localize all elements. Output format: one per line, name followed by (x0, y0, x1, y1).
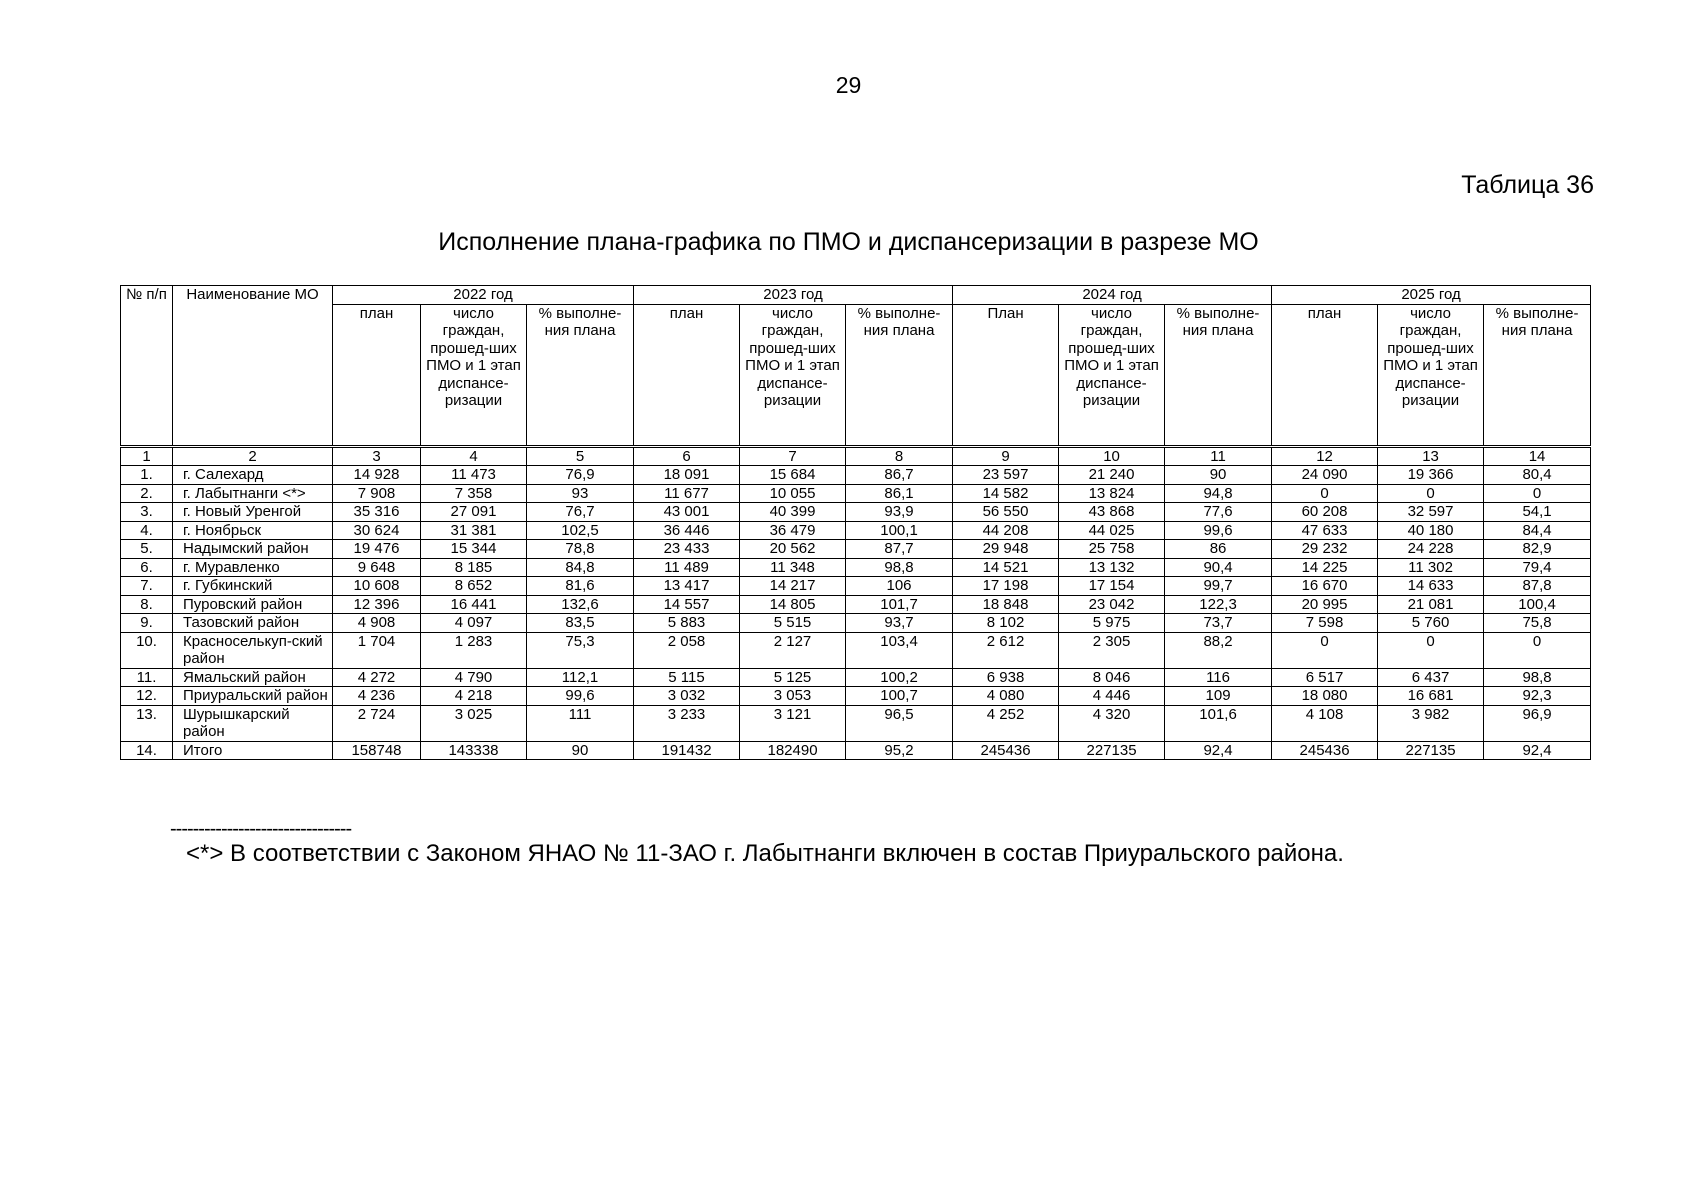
cell-value: 81,6 (527, 577, 634, 596)
cell-value: 96,5 (846, 705, 953, 741)
cell-value: 14 928 (333, 466, 421, 485)
cell-value: 11 473 (421, 466, 527, 485)
cell-value: 23 597 (953, 466, 1059, 485)
cell-value: 78,8 (527, 540, 634, 559)
column-number: 11 (1165, 446, 1272, 466)
cell-value: 0 (1272, 632, 1378, 668)
cell-value: 21 240 (1059, 466, 1165, 485)
cell-value: 2 612 (953, 632, 1059, 668)
header-row-years (121, 286, 1591, 305)
header-plan: план (634, 304, 740, 446)
cell-value: 3 982 (1378, 705, 1484, 741)
table-row (121, 595, 1591, 614)
cell-value: 14 805 (740, 595, 846, 614)
row-number: 2. (121, 484, 173, 503)
column-number-row (121, 446, 1591, 466)
cell-value: 29 948 (953, 540, 1059, 559)
cell-value: 18 080 (1272, 687, 1378, 706)
row-number: 1. (121, 466, 173, 485)
cell-value: 11 348 (740, 558, 846, 577)
column-number: 4 (421, 446, 527, 466)
header-percent: % выполне-ния плана (527, 304, 634, 446)
header-year: 2023 год (634, 286, 953, 305)
header-year: 2024 год (953, 286, 1272, 305)
cell-value: 106 (846, 577, 953, 596)
cell-value: 109 (1165, 687, 1272, 706)
cell-value: 19 476 (333, 540, 421, 559)
cell-value: 92,4 (1484, 741, 1591, 760)
cell-value: 4 320 (1059, 705, 1165, 741)
cell-value: 23 042 (1059, 595, 1165, 614)
mo-name: Надымский район (173, 540, 333, 559)
cell-value: 43 001 (634, 503, 740, 522)
column-number: 1 (121, 446, 173, 466)
cell-value: 30 624 (333, 521, 421, 540)
cell-value: 25 758 (1059, 540, 1165, 559)
header-count: число граждан, прошед-ших ПМО и 1 этап диспансе-ризации (421, 304, 527, 446)
cell-value: 227135 (1059, 741, 1165, 760)
cell-value: 96,9 (1484, 705, 1591, 741)
mo-name: г. Новый Уренгой (173, 503, 333, 522)
cell-value: 60 208 (1272, 503, 1378, 522)
cell-value: 158748 (333, 741, 421, 760)
row-number: 11. (121, 668, 173, 687)
row-number: 9. (121, 614, 173, 633)
row-number: 12. (121, 687, 173, 706)
row-number: 6. (121, 558, 173, 577)
cell-value: 3 025 (421, 705, 527, 741)
cell-value: 2 127 (740, 632, 846, 668)
row-number: 13. (121, 705, 173, 741)
cell-value: 245436 (1272, 741, 1378, 760)
cell-value: 5 115 (634, 668, 740, 687)
mo-name: Красноселькуп-ский район (173, 632, 333, 668)
cell-value: 4 218 (421, 687, 527, 706)
cell-value: 80,4 (1484, 466, 1591, 485)
table-row (121, 521, 1591, 540)
cell-value: 3 233 (634, 705, 740, 741)
table-row (121, 687, 1591, 706)
cell-value: 1 704 (333, 632, 421, 668)
cell-value: 1 283 (421, 632, 527, 668)
row-number: 14. (121, 741, 173, 760)
cell-value: 132,6 (527, 595, 634, 614)
cell-value: 4 446 (1059, 687, 1165, 706)
row-number: 8. (121, 595, 173, 614)
header-num: № п/п (121, 286, 173, 447)
document-title: Исполнение плана-графика по ПМО и диспансеризации в разрезе МО (438, 228, 1259, 256)
cell-value: 227135 (1378, 741, 1484, 760)
cell-value: 10 608 (333, 577, 421, 596)
cell-value: 9 648 (333, 558, 421, 577)
cell-value: 2 058 (634, 632, 740, 668)
mo-name: г. Ноябрьск (173, 521, 333, 540)
cell-value: 99,6 (527, 687, 634, 706)
cell-value: 100,1 (846, 521, 953, 540)
table-row (121, 577, 1591, 596)
cell-value: 100,4 (1484, 595, 1591, 614)
cell-value: 4 252 (953, 705, 1059, 741)
cell-value: 16 670 (1272, 577, 1378, 596)
mo-name: Пуровский район (173, 595, 333, 614)
cell-value: 14 557 (634, 595, 740, 614)
cell-value: 6 437 (1378, 668, 1484, 687)
header-percent: % выполне-ния плана (846, 304, 953, 446)
mo-name: г. Лабытнанги <*> (173, 484, 333, 503)
header-plan: план (333, 304, 421, 446)
cell-value: 182490 (740, 741, 846, 760)
cell-value: 76,9 (527, 466, 634, 485)
cell-value: 90 (527, 741, 634, 760)
table-row (121, 668, 1591, 687)
cell-value: 14 633 (1378, 577, 1484, 596)
table-row (121, 558, 1591, 577)
cell-value: 54,1 (1484, 503, 1591, 522)
cell-value: 43 868 (1059, 503, 1165, 522)
cell-value: 24 090 (1272, 466, 1378, 485)
footnote-separator: -------------------------------- (170, 818, 352, 840)
cell-value: 112,1 (527, 668, 634, 687)
cell-value: 16 441 (421, 595, 527, 614)
cell-value: 29 232 (1272, 540, 1378, 559)
cell-value: 87,8 (1484, 577, 1591, 596)
column-number: 8 (846, 446, 953, 466)
cell-value: 8 652 (421, 577, 527, 596)
cell-value: 4 236 (333, 687, 421, 706)
row-number: 7. (121, 577, 173, 596)
row-number: 10. (121, 632, 173, 668)
mo-name: г. Муравленко (173, 558, 333, 577)
cell-value: 90,4 (1165, 558, 1272, 577)
header-count: число граждан, прошед-ших ПМО и 1 этап диспансе-ризации (1378, 304, 1484, 446)
column-number: 9 (953, 446, 1059, 466)
cell-value: 0 (1484, 484, 1591, 503)
cell-value: 6 517 (1272, 668, 1378, 687)
table-label: Таблица 36 (1461, 171, 1594, 199)
cell-value: 92,3 (1484, 687, 1591, 706)
cell-value: 3 121 (740, 705, 846, 741)
cell-value: 79,4 (1484, 558, 1591, 577)
cell-value: 15 344 (421, 540, 527, 559)
cell-value: 7 598 (1272, 614, 1378, 633)
column-number: 2 (173, 446, 333, 466)
cell-value: 98,8 (846, 558, 953, 577)
cell-value: 18 848 (953, 595, 1059, 614)
cell-value: 4 080 (953, 687, 1059, 706)
row-number: 4. (121, 521, 173, 540)
table-row (121, 466, 1591, 485)
header-count: число граждан, прошед-ших ПМО и 1 этап диспансе-ризации (1059, 304, 1165, 446)
cell-value: 20 995 (1272, 595, 1378, 614)
cell-value: 13 417 (634, 577, 740, 596)
cell-value: 36 446 (634, 521, 740, 540)
header-percent: % выполне-ния плана (1165, 304, 1272, 446)
cell-value: 3 053 (740, 687, 846, 706)
cell-value: 14 582 (953, 484, 1059, 503)
cell-value: 14 225 (1272, 558, 1378, 577)
header-plan: план (1272, 304, 1378, 446)
mo-name: г. Губкинский (173, 577, 333, 596)
cell-value: 35 316 (333, 503, 421, 522)
cell-value: 44 025 (1059, 521, 1165, 540)
cell-value: 95,2 (846, 741, 953, 760)
header-row-sub (121, 304, 1591, 446)
cell-value: 21 081 (1378, 595, 1484, 614)
cell-value: 116 (1165, 668, 1272, 687)
cell-value: 87,7 (846, 540, 953, 559)
cell-value: 5 515 (740, 614, 846, 633)
cell-value: 83,5 (527, 614, 634, 633)
column-number: 7 (740, 446, 846, 466)
cell-value: 47 633 (1272, 521, 1378, 540)
cell-value: 23 433 (634, 540, 740, 559)
cell-value: 4 790 (421, 668, 527, 687)
column-number: 5 (527, 446, 634, 466)
table-row (121, 503, 1591, 522)
cell-value: 86,1 (846, 484, 953, 503)
cell-value: 40 399 (740, 503, 846, 522)
header-name: Наименование МО (173, 286, 333, 447)
cell-value: 84,8 (527, 558, 634, 577)
cell-value: 100,7 (846, 687, 953, 706)
cell-value: 103,4 (846, 632, 953, 668)
cell-value: 84,4 (1484, 521, 1591, 540)
table-row (121, 632, 1591, 668)
cell-value: 94,8 (1165, 484, 1272, 503)
row-number: 3. (121, 503, 173, 522)
mo-name: Шурышкарский район (173, 705, 333, 741)
cell-value: 11 677 (634, 484, 740, 503)
cell-value: 32 597 (1378, 503, 1484, 522)
cell-value: 191432 (634, 741, 740, 760)
cell-value: 93,7 (846, 614, 953, 633)
cell-value: 8 102 (953, 614, 1059, 633)
cell-value: 13 132 (1059, 558, 1165, 577)
mo-name: Приуральский район (173, 687, 333, 706)
cell-value: 77,6 (1165, 503, 1272, 522)
cell-value: 3 032 (634, 687, 740, 706)
cell-value: 101,6 (1165, 705, 1272, 741)
cell-value: 17 198 (953, 577, 1059, 596)
page-number: 29 (835, 72, 862, 98)
cell-value: 93,9 (846, 503, 953, 522)
cell-value: 2 305 (1059, 632, 1165, 668)
cell-value: 76,7 (527, 503, 634, 522)
cell-value: 19 366 (1378, 466, 1484, 485)
header-year: 2022 год (333, 286, 634, 305)
cell-value: 31 381 (421, 521, 527, 540)
cell-value: 4 908 (333, 614, 421, 633)
cell-value: 86,7 (846, 466, 953, 485)
cell-value: 5 760 (1378, 614, 1484, 633)
table-row (121, 741, 1591, 760)
cell-value: 0 (1484, 632, 1591, 668)
cell-value: 82,9 (1484, 540, 1591, 559)
cell-value: 17 154 (1059, 577, 1165, 596)
cell-value: 0 (1378, 484, 1484, 503)
cell-value: 14 521 (953, 558, 1059, 577)
column-number: 6 (634, 446, 740, 466)
mo-name: Тазовский район (173, 614, 333, 633)
cell-value: 12 396 (333, 595, 421, 614)
column-number: 3 (333, 446, 421, 466)
cell-value: 0 (1378, 632, 1484, 668)
cell-value: 101,7 (846, 595, 953, 614)
cell-value: 11 302 (1378, 558, 1484, 577)
mo-name: Ямальский район (173, 668, 333, 687)
cell-value: 18 091 (634, 466, 740, 485)
cell-value: 4 108 (1272, 705, 1378, 741)
cell-value: 111 (527, 705, 634, 741)
cell-value: 0 (1272, 484, 1378, 503)
cell-value: 143338 (421, 741, 527, 760)
cell-value: 75,8 (1484, 614, 1591, 633)
cell-value: 40 180 (1378, 521, 1484, 540)
cell-value: 56 550 (953, 503, 1059, 522)
header-count: число граждан, прошед-ших ПМО и 1 этап диспансе-ризации (740, 304, 846, 446)
cell-value: 10 055 (740, 484, 846, 503)
header-percent: % выполне-ния плана (1484, 304, 1591, 446)
cell-value: 8 185 (421, 558, 527, 577)
data-table (120, 285, 1591, 760)
column-number: 14 (1484, 446, 1591, 466)
cell-value: 24 228 (1378, 540, 1484, 559)
cell-value: 5 975 (1059, 614, 1165, 633)
column-number: 13 (1378, 446, 1484, 466)
cell-value: 14 217 (740, 577, 846, 596)
cell-value: 98,8 (1484, 668, 1591, 687)
cell-value: 4 272 (333, 668, 421, 687)
cell-value: 73,7 (1165, 614, 1272, 633)
mo-name: Итого (173, 741, 333, 760)
table-row (121, 484, 1591, 503)
header-plan: План (953, 304, 1059, 446)
mo-name: г. Салехард (173, 466, 333, 485)
cell-value: 2 724 (333, 705, 421, 741)
cell-value: 7 908 (333, 484, 421, 503)
cell-value: 100,2 (846, 668, 953, 687)
cell-value: 7 358 (421, 484, 527, 503)
row-number: 5. (121, 540, 173, 559)
cell-value: 44 208 (953, 521, 1059, 540)
cell-value: 88,2 (1165, 632, 1272, 668)
cell-value: 27 091 (421, 503, 527, 522)
cell-value: 13 824 (1059, 484, 1165, 503)
cell-value: 92,4 (1165, 741, 1272, 760)
cell-value: 102,5 (527, 521, 634, 540)
cell-value: 90 (1165, 466, 1272, 485)
cell-value: 6 938 (953, 668, 1059, 687)
cell-value: 15 684 (740, 466, 846, 485)
cell-value: 5 125 (740, 668, 846, 687)
cell-value: 93 (527, 484, 634, 503)
cell-value: 86 (1165, 540, 1272, 559)
cell-value: 5 883 (634, 614, 740, 633)
cell-value: 36 479 (740, 521, 846, 540)
cell-value: 99,6 (1165, 521, 1272, 540)
cell-value: 4 097 (421, 614, 527, 633)
cell-value: 75,3 (527, 632, 634, 668)
table-row (121, 540, 1591, 559)
cell-value: 122,3 (1165, 595, 1272, 614)
cell-value: 245436 (953, 741, 1059, 760)
cell-value: 20 562 (740, 540, 846, 559)
cell-value: 99,7 (1165, 577, 1272, 596)
cell-value: 8 046 (1059, 668, 1165, 687)
table-row (121, 614, 1591, 633)
column-number: 12 (1272, 446, 1378, 466)
footnote: <*> В соответствии с Законом ЯНАО № 11-ЗАО г. Лабытнанги включен в состав Приуральского района. (186, 840, 1344, 867)
header-year: 2025 год (1272, 286, 1591, 305)
cell-value: 11 489 (634, 558, 740, 577)
column-number: 10 (1059, 446, 1165, 466)
table-row (121, 705, 1591, 741)
cell-value: 16 681 (1378, 687, 1484, 706)
